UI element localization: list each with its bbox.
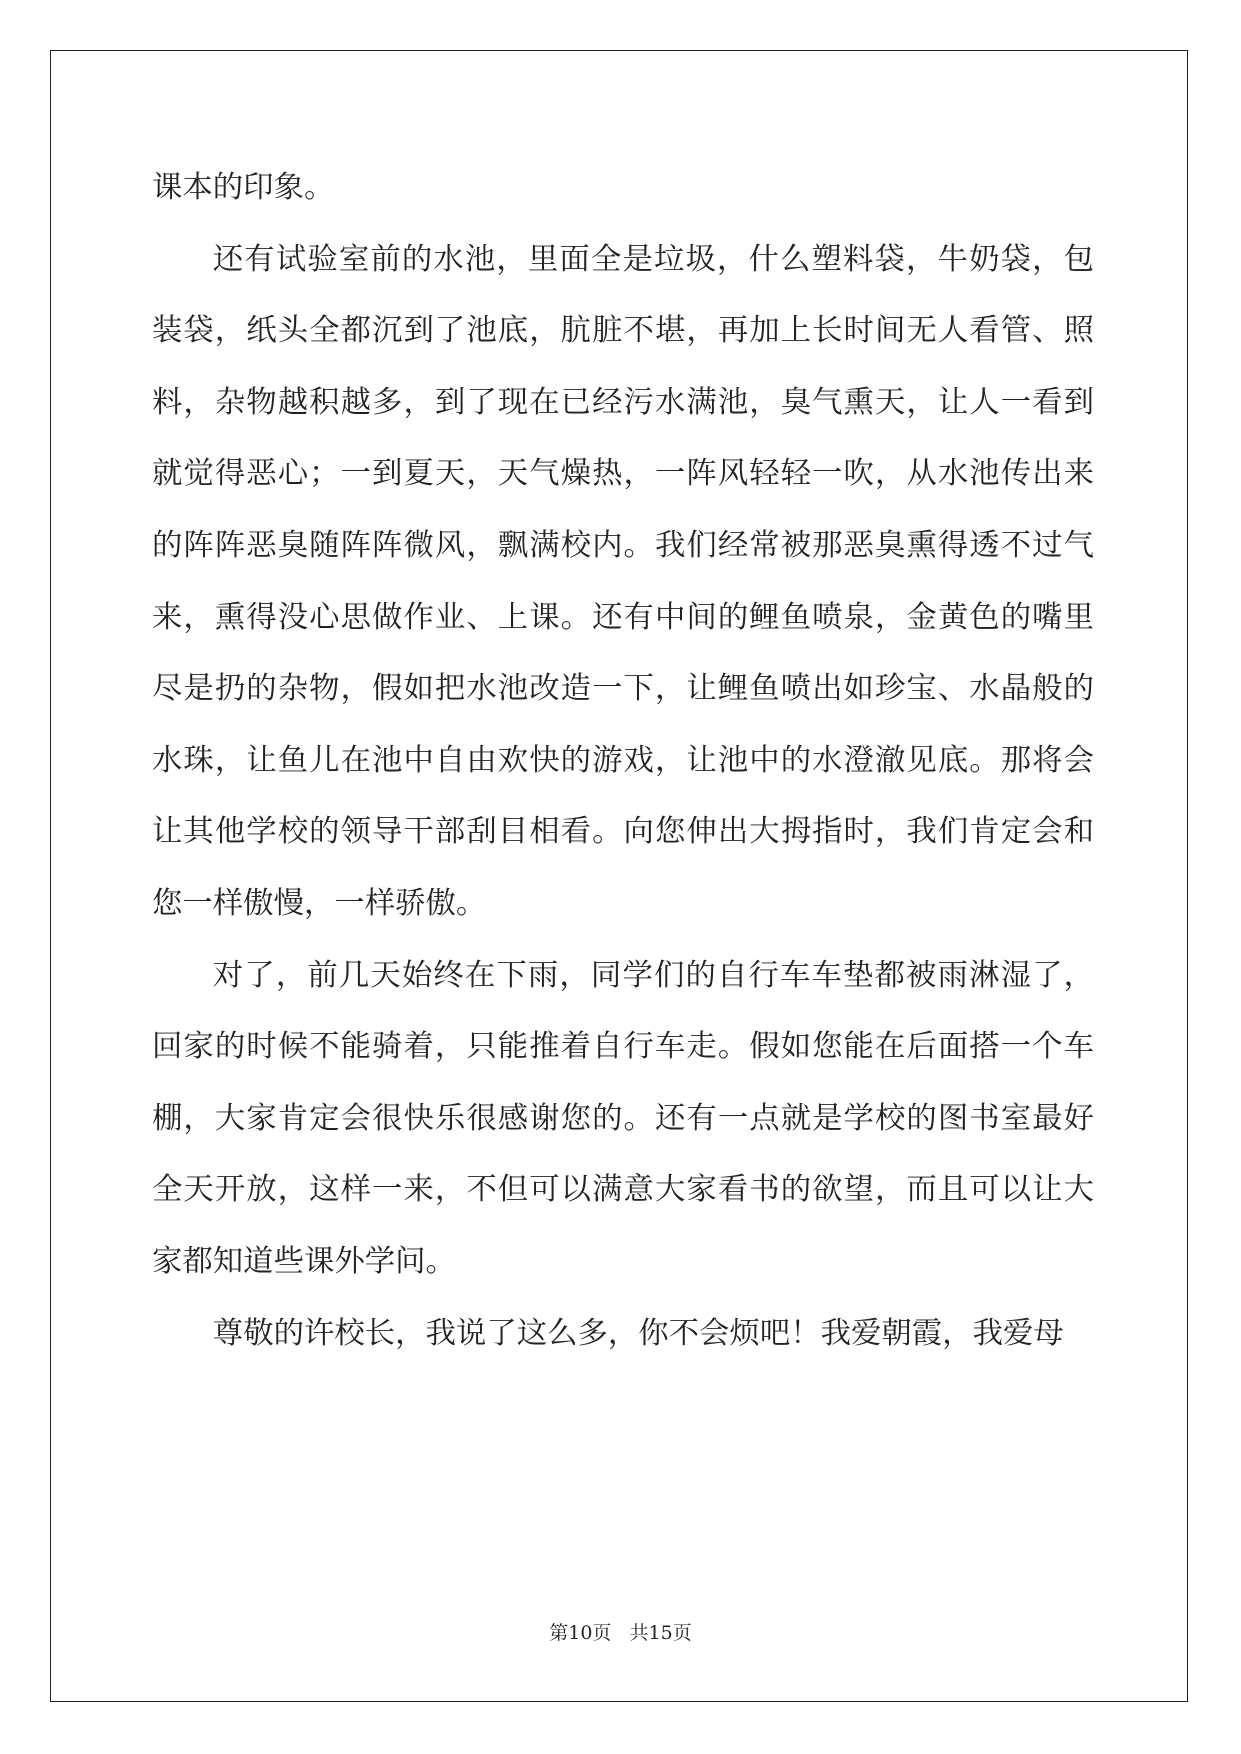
paragraph-4: 尊敬的许校长，我说了这么多，你不会烦吧！我爱朝霞，我爱母 (212, 1315, 1064, 1351)
paragraph-3: 对了，前几天始终在下雨，同学们的自行车车垫都被雨淋湿了，回家的时候不能骑着，只能推着自行车走。假如您能在后面搭一个车棚，大家肯定会很快乐很感谢您的。还有一点就是学校的图书室最好全天开放，这样一来，不但可以满意大家看书的欲望，而且可以让大家都知道些课外学问。 (152, 957, 1094, 1279)
paragraph-1: 课本的印象。 (152, 170, 335, 205)
paragraph-2: 还有试验室前的水池，里面全是垃圾，什么塑料袋，牛奶袋，包装袋，纸头全都沉到了池底，肮脏不堪，再加上长时间无人看管、照料，杂物越积越多，到了现在已经污水满池，臭气熏天，让人一看到就觉得恶心；一到夏天，天气燥热，一阵风轻轻一吹，从水池传出来的阵阵恶臭随阵阵微风，飘满校内。我们经常被那恶臭熏得透不过气来，熏得没心思做作业、上课。还有中间的鲤鱼喷泉，金黄色的嘴里尽是扔的杂物，假如把水池改造一下，让鲤鱼喷出如珍宝、水晶般的水珠，让鱼儿在池中自由欢快的游戏，让池中的水澄澈见底。那将会让其他学校的领导干部刮目相看。向您伸出大拇指时，我们肯定会和您一样傲慢，一样骄傲。 (152, 241, 1094, 921)
document-body (152, 152, 1094, 1369)
page-number-footer: 第10页 共15页 (549, 1622, 692, 1644)
